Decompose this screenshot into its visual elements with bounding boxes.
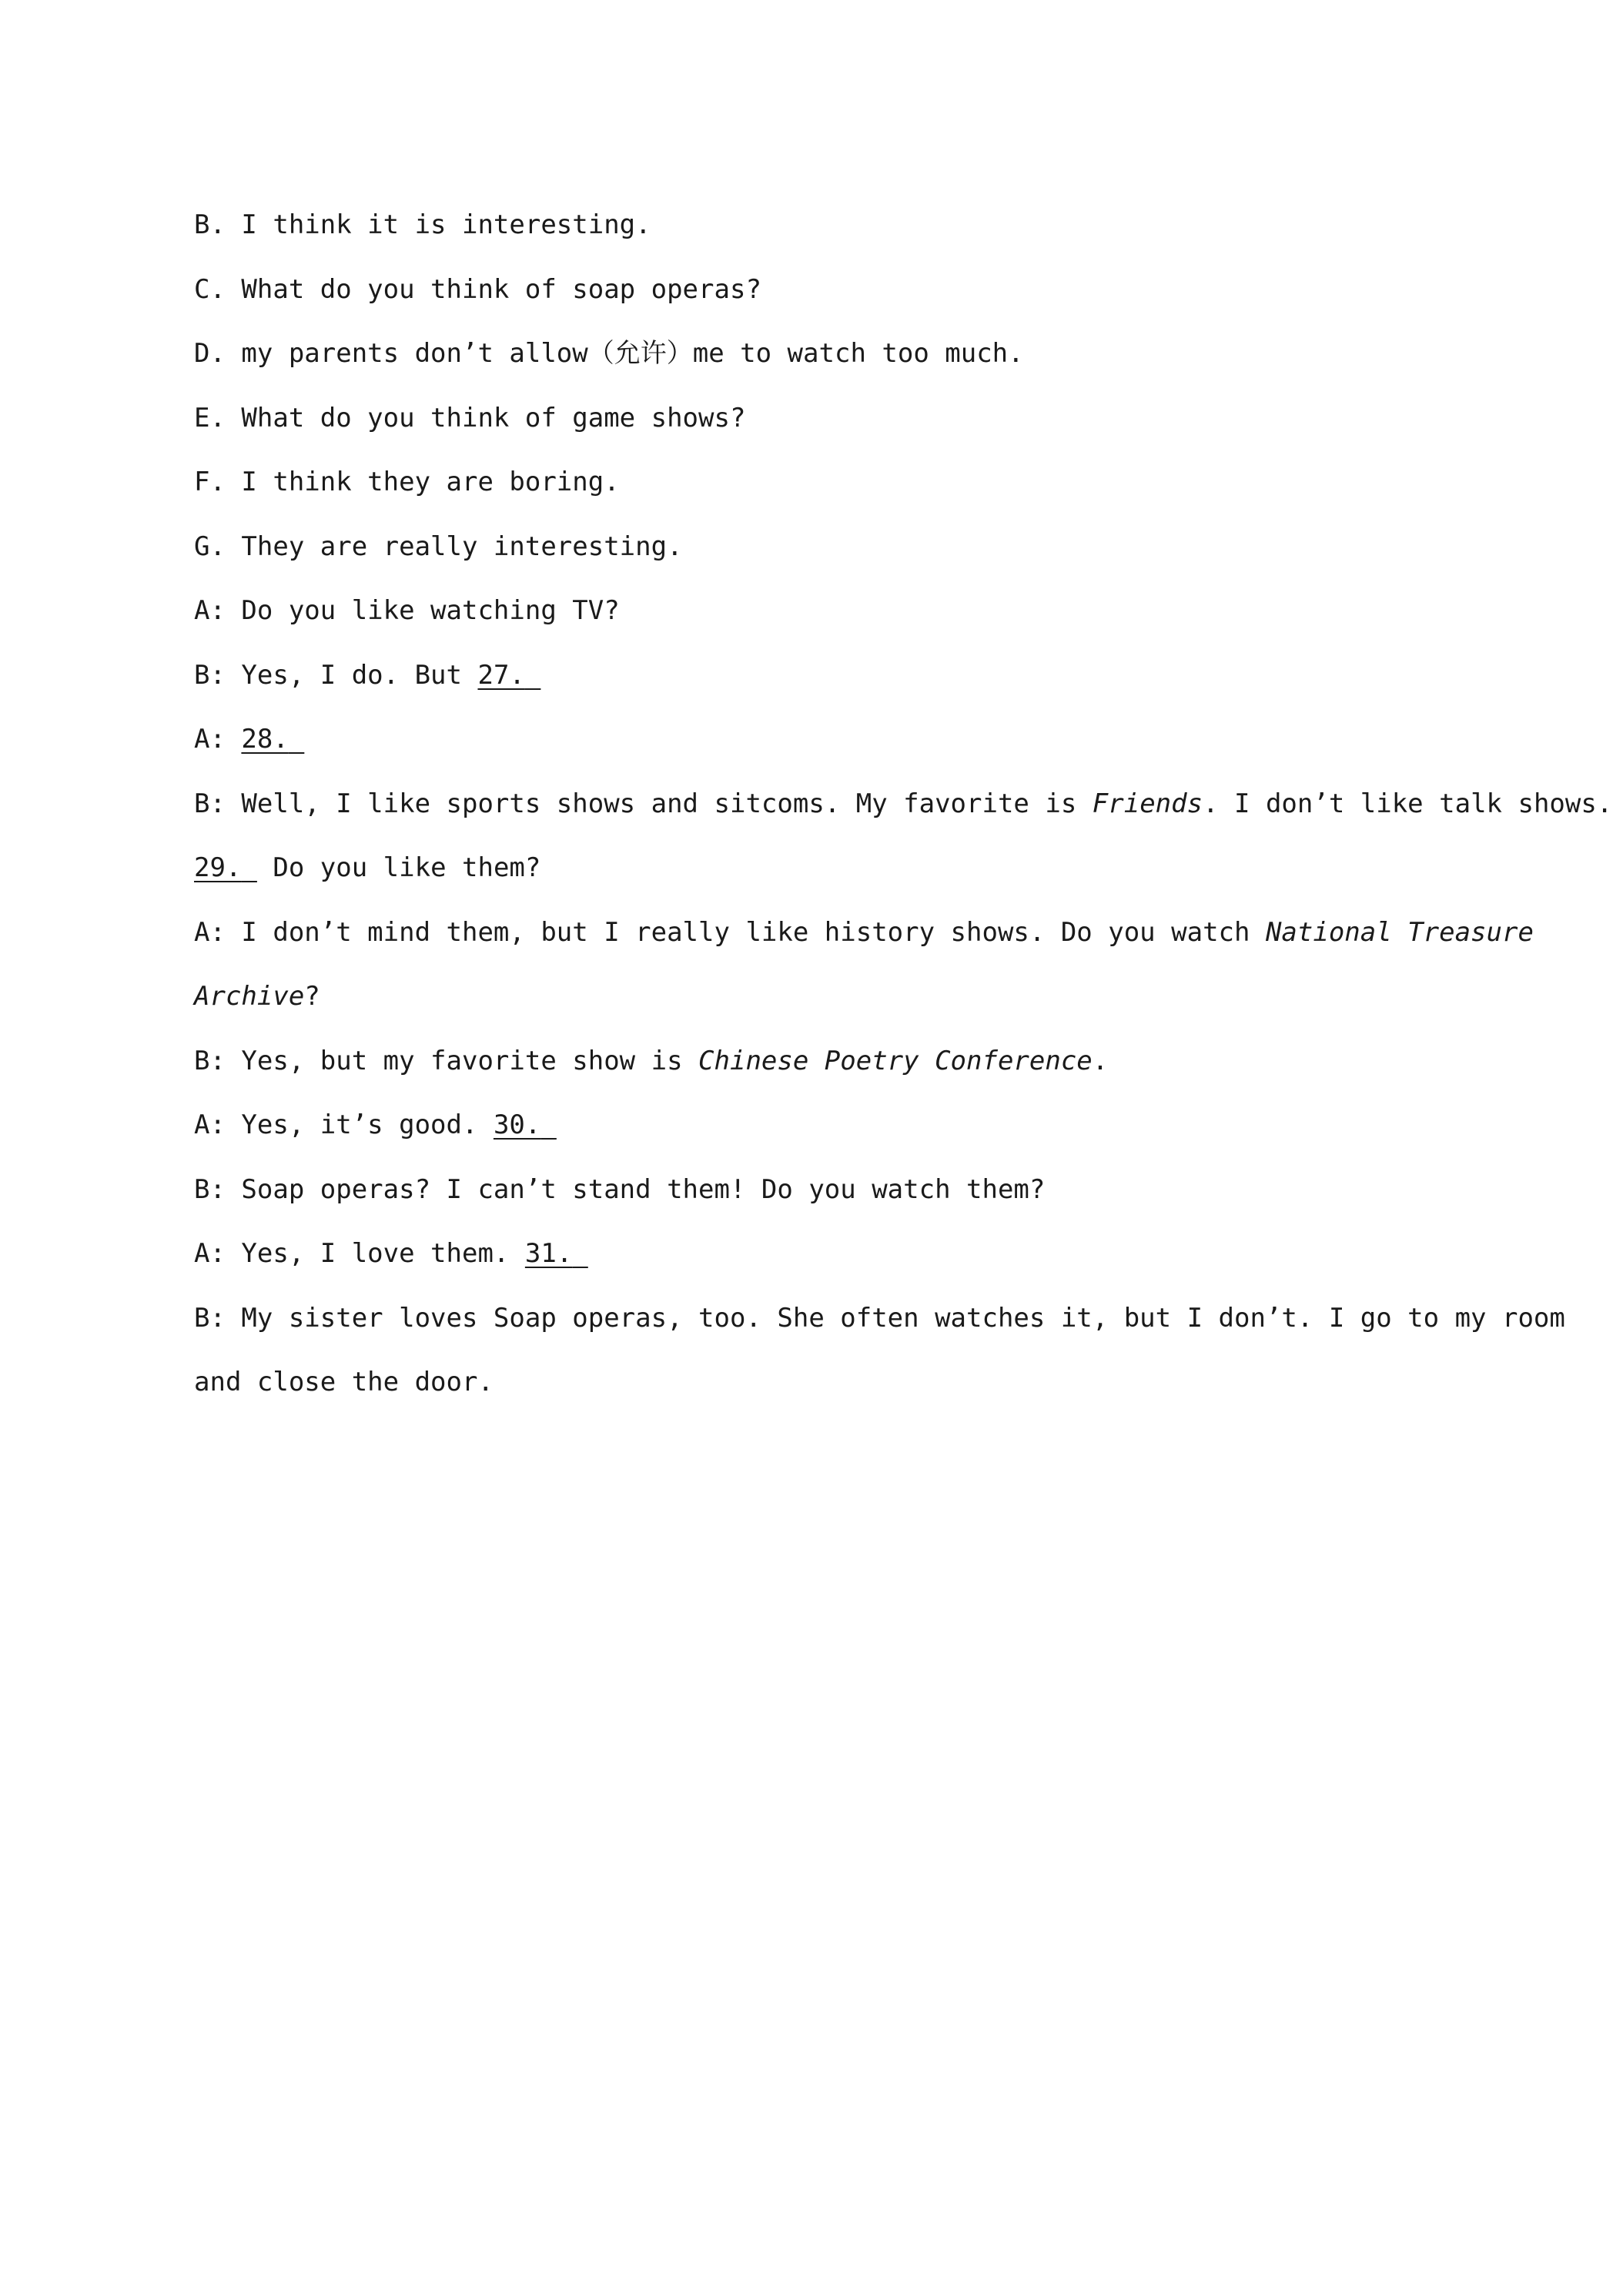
dialogue-line-3	[194, 716, 1441, 781]
show-title-chinese-poetry: Chinese Poetry Conference	[698, 1045, 1093, 1076]
option-e: E. What do you think of game shows?	[194, 402, 746, 433]
dialogue-text: A:	[194, 724, 242, 755]
dialogue-line-8	[194, 1038, 1441, 1103]
dialogue-text: A: Yes, it’s good.	[194, 1110, 494, 1140]
option-b: B. I think it is interesting.	[194, 209, 651, 240]
answer-blank-31: 31.	[524, 1238, 573, 1269]
show-title-friends: Friends	[1092, 788, 1203, 819]
dialogue-line-5	[194, 845, 1441, 909]
document-page	[194, 202, 1613, 1424]
dialogue-line-9	[194, 1102, 1441, 1166]
dialogue-text: . I don’t like talk shows.	[1203, 788, 1613, 819]
dialogue-line-6	[194, 909, 1534, 974]
answer-blank-27: 27.	[477, 659, 525, 691]
dialogue-text: B: Yes, I do. But	[194, 659, 478, 691]
dialogue-line-4	[194, 781, 1613, 845]
dialogue-text: A: I don’t mind them, but I really like history shows. Do you watch	[194, 916, 1266, 948]
option-f: F. I think they are boring.	[194, 467, 620, 497]
dialogue-text: B: Well, I like sports shows and sitcoms. My favorite is	[194, 788, 1093, 819]
dialogue-line-7	[194, 973, 1441, 1038]
dialogue-line-11	[194, 1230, 1441, 1295]
dialogue-text: .	[1092, 1045, 1109, 1076]
dialogue-text: Do you like them?	[256, 852, 541, 883]
answer-blank-30: 30.	[493, 1110, 541, 1140]
option-g: G. They are really interesting.	[194, 530, 683, 562]
dialogue-text: A: Yes, I love them.	[194, 1238, 525, 1269]
dialogue-line-12: B: My sister loves Soap operas, too. She often watches it, but I don’t. I go to my room	[194, 1302, 1565, 1334]
dialogue-text: ?	[304, 981, 320, 1012]
dialogue-text: B: Yes, but my favorite show is	[194, 1045, 699, 1076]
show-title-archive: Archive	[194, 981, 305, 1012]
dialogue-line-13: and close the door.	[194, 1367, 494, 1397]
option-c: C. What do you think of soap operas?	[194, 273, 761, 305]
answer-blank-28: 28.	[241, 724, 289, 755]
dialogue-line-1: A: Do you like watching TV?	[194, 595, 620, 626]
dialogue-line-10: B: Soap operas? I can’t stand them! Do you watch them?	[194, 1173, 1046, 1205]
dialogue-line-2	[194, 652, 1441, 717]
option-d: D. my parents don’t allow（允许）me to watch too much.	[194, 338, 1024, 369]
show-title-national-treasure: National Treasure	[1265, 916, 1534, 948]
answer-blank-29: 29.	[194, 852, 242, 883]
